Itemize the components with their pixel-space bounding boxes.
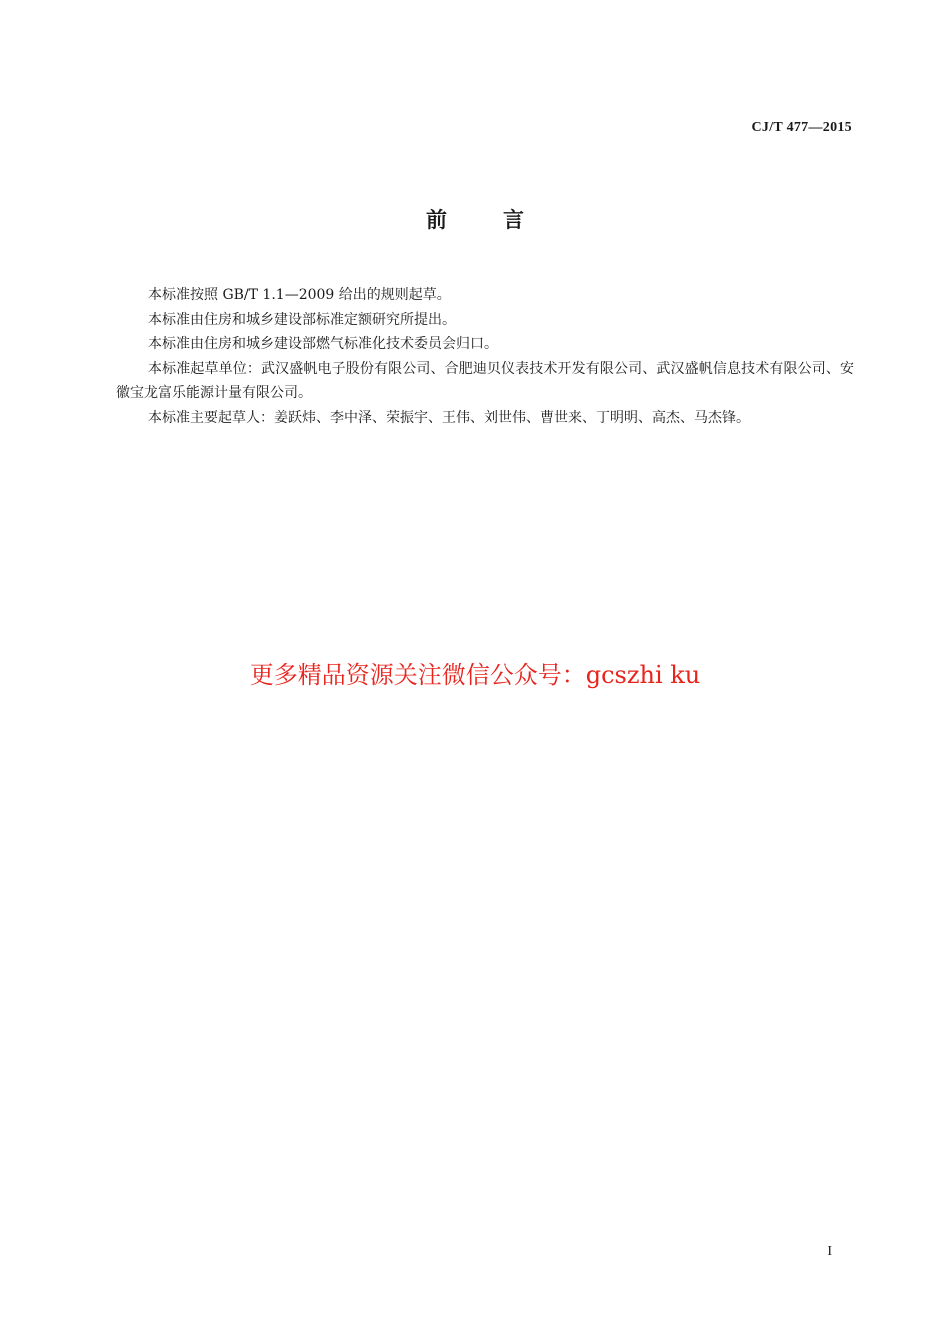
paragraph-drafting-units: 本标准起草单位：武汉盛帆电子股份有限公司、合肥迪贝仪表技术开发有限公司、武汉盛帆信息技术有限公司、安徽宝龙富乐能源计量有限公司。 bbox=[116, 360, 854, 401]
standard-code: CJ/T 477—2015 bbox=[751, 120, 852, 135]
paragraph-drafting-rules: 本标准按照 GB/T 1.1—2009 给出的规则起草。 bbox=[148, 287, 451, 303]
page-title: 前言 bbox=[426, 208, 580, 232]
paragraph-drafters: 本标准主要起草人：姜跃炜、李中泽、荣振宇、王伟、刘世伟、曹世来、丁明明、高杰、马杰锋。 bbox=[148, 409, 750, 426]
foreword-body bbox=[116, 283, 854, 430]
paragraph-committee: 本标准由住房和城乡建设部燃气标准化技术委员会归口。 bbox=[148, 336, 498, 352]
paragraph-proposer: 本标准由住房和城乡建设部标准定额研究所提出。 bbox=[148, 311, 456, 328]
watermark-text: 更多精品资源关注微信公众号：gcszhi ku bbox=[249, 661, 701, 689]
page-number: I bbox=[827, 1244, 832, 1259]
